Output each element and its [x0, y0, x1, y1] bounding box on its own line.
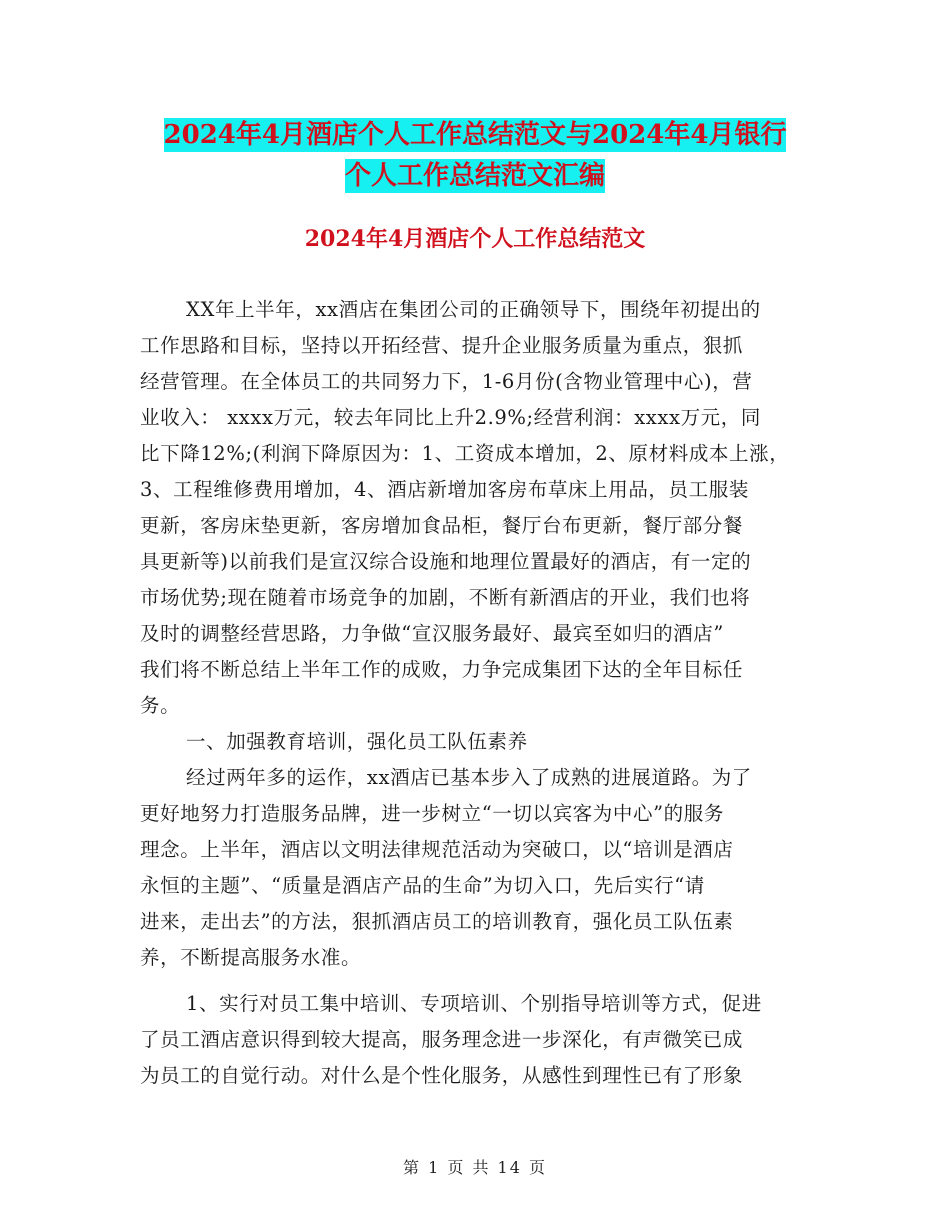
paragraph-line: 工作思路和目标，坚持以开拓经营、提升企业服务质量为重点，狠抓 — [140, 334, 744, 357]
paragraph-line: 1、实行对员工集中培训、专项培训、个别指导培训等方式，促进 — [186, 992, 762, 1015]
section-title: 2024年4月酒店个人工作总结范文 — [304, 226, 646, 252]
section-heading: 一、加强教育培训，强化员工队伍素养 — [186, 730, 528, 753]
paragraph-line: 更好地努力打造服务品牌，进一步树立“一切以宾客为中心”的服务 — [140, 802, 724, 825]
paragraph-line: 务。 — [140, 694, 181, 717]
paragraph-line: 及时的调整经营思路，力争做“宣汉服务最好、最宾至如归的酒店” — [140, 622, 724, 645]
document-title-line-2: 个人工作总结范文汇编 — [344, 161, 605, 191]
paragraph-line: 经过两年多的运作，xx酒店已基本步入了成熟的进展道路。为了 — [186, 766, 752, 789]
paragraph-line: 3、工程维修费用增加，4、酒店新增加客房布草床上用品，员工服装 — [140, 478, 749, 501]
paragraph-line: 具更新等)以前我们是宣汉综合设施和地理位置最好的酒店，有一定的 — [140, 550, 752, 573]
paragraph-line: 永恒的主题”、“质量是酒店产品的生命”为切入口，先后实行“请 — [140, 874, 705, 897]
paragraph-line: 市场优势;现在随着市场竞争的加剧，不断有新酒店的开业，我们也将 — [140, 586, 751, 609]
paragraph-line: 更新，客房床垫更新，客房增加食品柜，餐厅台布更新，餐厅部分餐 — [140, 514, 744, 537]
paragraph-line: XX年上半年，xx酒店在集团公司的正确领导下，围绕年初提出的 — [186, 298, 761, 321]
page-number-footer: 第 1 页 共 14 页 — [403, 1158, 547, 1177]
paragraph-line: 业收入： xxxx万元，较去年同比上升2.9%;经营利润：xxxx万元，同 — [140, 406, 761, 429]
paragraph-line: 理念。上半年，酒店以文明法律规范活动为突破口，以“培训是酒店 — [140, 838, 734, 861]
paragraph-line: 为员工的自觉行动。对什么是个性化服务，从感性到理性已有了形象 — [140, 1064, 744, 1087]
document-title-line-1: 2024年4月酒店个人工作总结范文与2024年4月银行 — [163, 120, 787, 150]
paragraph-line: 养，不断提高服务水准。 — [140, 946, 362, 969]
paragraph-line: 比下降12%;(利润下降原因为：1、工资成本增加，2、原材料成本上涨， — [140, 442, 790, 465]
paragraph-line: 了员工酒店意识得到较大提高，服务理念进一步深化，有声微笑已成 — [140, 1028, 744, 1051]
paragraph-line: 我们将不断总结上半年工作的成败，力争完成集团下达的全年目标任 — [140, 658, 744, 681]
paragraph-line: 进来，走出去”的方法，狠抓酒店员工的培训教育，强化员工队伍素 — [140, 910, 734, 933]
paragraph-line: 经营管理。在全体员工的共同努力下，1-6月份(含物业管理中心)，营 — [140, 370, 753, 393]
